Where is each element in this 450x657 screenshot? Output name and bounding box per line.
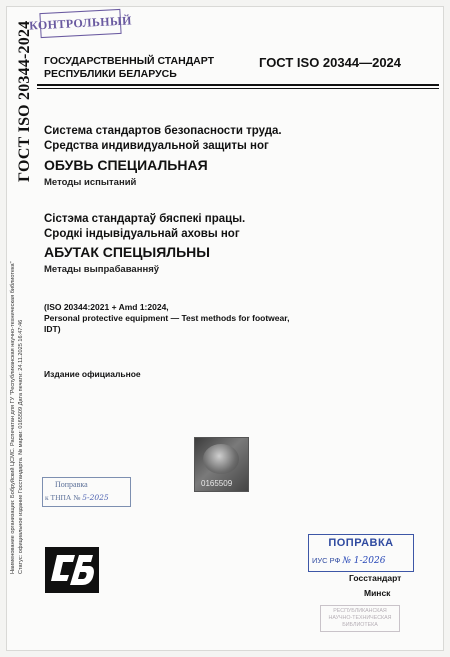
header-organization [44,55,214,81]
publisher-city: Минск [364,588,391,598]
title-by-main: АБУТАК СПЕЦЫЯЛЬНЫ [44,244,210,260]
side-print-note [9,129,25,574]
title-by-line2: Сродкі індывідуальнай аховы ног [44,228,240,240]
iso-ref-line3: IDT) [44,324,61,334]
title-ru-main: ОБУВЬ СПЕЦИАЛЬНАЯ [44,157,208,173]
title-ru-line2: Средства индивидуальной защиты ног [44,140,269,152]
amendment-stamp-line [45,493,109,502]
amendment-stamp-handwritten: 5-2025 [82,493,109,502]
amendment-big-handwritten: № 1-2026 [342,556,386,566]
amendment-stamp-prefix: к ТНПА № [45,493,81,502]
org-line2: РЕСПУБЛИКИ БЕЛАРУСЬ [44,68,177,80]
publisher-name: Госстандарт [349,573,402,583]
iso-ref-line1: (ISO 20344:2021 + Amd 1:2024, [44,302,169,312]
edition-label: Издание официальное [44,369,141,379]
title-by-sub: Метады выпрабаванняў [44,264,160,275]
hologram-number: 0165509 [201,479,233,488]
gosstandart-logo [45,547,99,593]
amendment-big-title: ПОПРАВКА [328,537,394,549]
library-stamp-line1: РЕСПУБЛИКАНСКАЯ [333,608,387,614]
amendment-big-prefix: ИУС РФ [312,556,341,565]
header-rule-thick [37,84,439,86]
title-ru-line1: Система стандартов безопасности труда. [44,125,282,137]
print-note-line1: Наименование организации: Бобруйский ЦСМС. Распечатан для ГУ "Республиканская научно-техническая библиотека" [10,261,16,574]
title-by-series [44,212,245,242]
header-rule-thin [37,88,439,89]
title-ru-sub: Методы испытаний [44,177,137,188]
iso-reference [44,302,289,335]
amendment-stamp-big [308,534,414,572]
side-gost-code: ГОСТ ISO 20344-2024 [16,20,33,182]
library-stamp [320,605,400,632]
org-line1: ГОСУДАРСТВЕННЫЙ СТАНДАРТ [44,55,215,67]
doc-number: ГОСТ ISO 20344—2024 [259,55,402,70]
library-stamp-line3: БИБЛИОТЕКА [342,622,378,628]
amendment-big-line [312,556,385,566]
control-stamp: КОНТРОЛЬНЫЙ [39,9,121,38]
title-by-line1: Сістэма стандартаў бяспекі працы. [44,213,246,225]
title-ru-series [44,124,282,154]
print-note-line2: Статус: официальное издание Госстандарта. № марки: 0165509 Дата печати: 24.11.2025 16:47:46 [18,319,24,574]
iso-ref-line2: Personal protective equipment — Test methods for footwear, [44,313,290,323]
hologram-emblem [203,444,239,474]
library-stamp-line2: НАУЧНО-ТЕХНИЧЕСКАЯ [328,615,392,621]
amendment-stamp-title: Поправка [55,480,88,489]
hologram-sticker [194,437,249,492]
amendment-stamp-small [42,477,131,507]
